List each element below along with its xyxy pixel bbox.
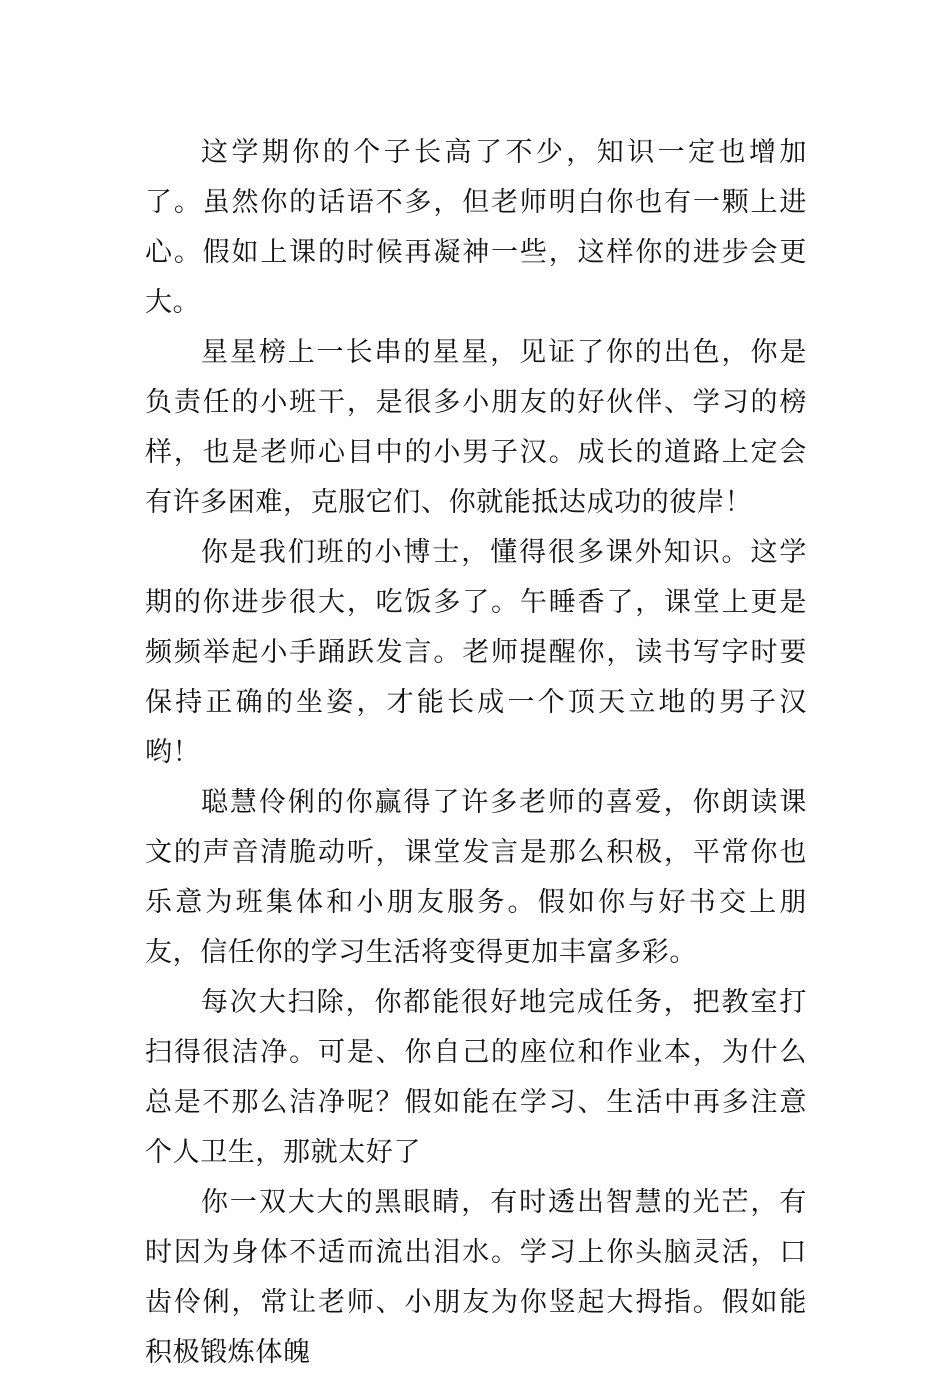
paragraph-3: 你是我们班的小博士，懂得很多课外知识。这学期的你进步很大，吃饭多了。午睡香了，课堂上更是频频举起小手踊跃发言。老师提醒你，读书写字时要保持正确的坐姿，才能长成一个顶天立地的男子汉哟！ <box>145 537 807 768</box>
paragraph-4: 聪慧伶俐的你赢得了许多老师的喜爱，你朗读课文的声音清脆动听，课堂发言是那么积极，平常你也乐意为班集体和小朋友服务。假如你与好书交上朋友，信任你的学习生活将变得更加丰富多彩。 <box>145 787 807 968</box>
document-body <box>145 128 807 1378</box>
paragraph-2: 星星榜上一长串的星星，见证了你的出色，你是负责任的小班干，是很多小朋友的好伙伴、学习的榜样，也是老师心目中的小男子汉。成长的道路上定会有许多困难，克服它们、你就能抵达成功的彼岸！ <box>145 337 807 518</box>
paragraph-6: 你一双大大的黑眼睛，有时透出智慧的光芒，有时因为身体不适而流出泪水。学习上你头脑灵活，口齿伶俐，常让老师、小朋友为你竖起大拇指。假如能积极锻炼体魄 <box>145 1187 807 1368</box>
paragraph-1: 这学期你的个子长高了不少，知识一定也增加了。虽然你的话语不多，但老师明白你也有一颗上进心。假如上课的时候再凝神一些，这样你的进步会更大。 <box>145 137 807 318</box>
paragraph-5: 每次大扫除，你都能很好地完成任务，把教室打扫得很洁净。可是、你自己的座位和作业本，为什么总是不那么洁净呢？假如能在学习、生活中再多注意个人卫生，那就太好了 <box>145 987 807 1168</box>
